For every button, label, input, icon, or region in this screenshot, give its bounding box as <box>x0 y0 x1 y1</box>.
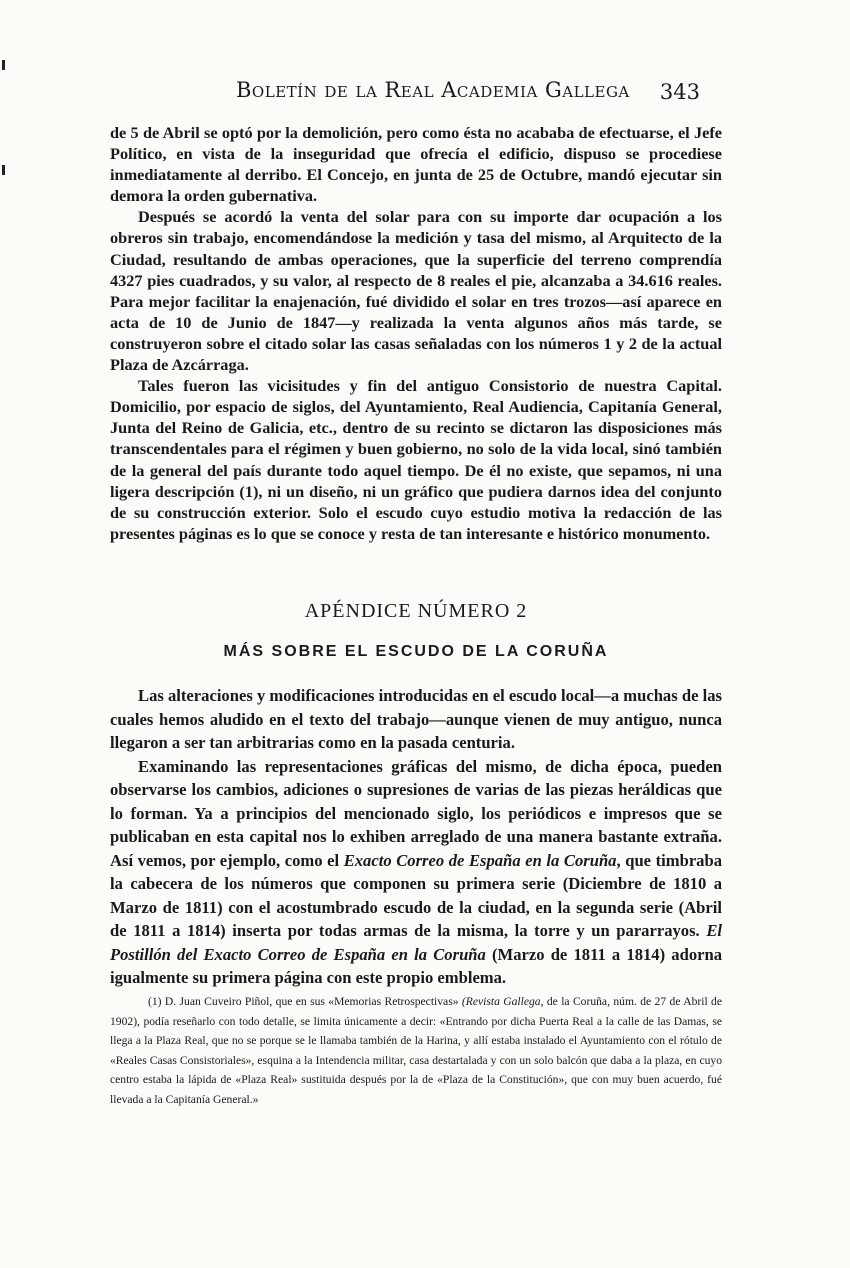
paragraph <box>110 755 722 990</box>
text-run: , de la Coruña, núm. de 27 de Abril de 1902), podía reseñarlo con todo detalle, se limita únicamente a decir: «Entrando por dicha Puerta Real a la calle de las Damas, se llega a la Plaza Real, que no se porque se le llamaba también de la Harina, y allí estaba instalado el Ayuntamiento con el rótulo de «Reales Casas Consistoriales», esquina a la Intendencia militar, casa destartalada y con un solo balcón que daba a la plaza, en cuyo centro estaba la lápida de «Plaza Real» sustituida después por la de «Plaza de la Constitución», que con muy buen acuerdo, fué llevada a la Capitanía General.» <box>110 995 722 1106</box>
page-number: 343 <box>659 80 700 104</box>
journal-title: Boletín de la Real Academia Gallega <box>236 78 630 102</box>
margin-mark <box>2 165 5 175</box>
paragraph: Las alteraciones y modificaciones introducidas en el escudo local—a muchas de las cuales hemos aludido en el texto del trabajo—aunque vienen de muy antiguo, nunca llegaron a ser tan arbitrarias como en la pasada centuria. <box>110 686 722 752</box>
paragraph: Después se acordó la venta del solar para con su importe dar ocupación a los obreros sin trabajo, encomendándose la medición y tasa del mismo, al Arquitecto de la Ciudad, resultando de ambas operaciones, que la superficie del terreno comprendía 4327 pies cuadrados, y su valor, al respecto de 8 reales el pie, alcanzaba a 34.616 reales. Para mejor facilitar la enajenación, fué dividido el solar en tres trozos—así aparece en acta de 10 de Junio de 1847—y realizada la venta algunos años más tarde, se construyeron sobre el citado solar las casas señaladas con los números 1 y 2 de la actual Plaza de Azcárraga. <box>110 207 722 375</box>
newspaper-title: Exacto Correo de España en la Coruña <box>343 850 617 870</box>
footnote-text <box>110 992 722 1109</box>
newspaper-title: El Postillón del Exacto Correo de España en la Coruña <box>110 921 722 964</box>
paragraph: de 5 de Abril se optó por la demolición, pero como ésta no acababa de efectuarse, el Jefe Político, en vista de la inseguridad que ofrecía el edificio, dispuso se procediese inmediatamente al derribo. El Concejo, en junta de 25 de Octubre, mandó ejecutar sin demora la orden gubernativa. <box>110 123 722 206</box>
appendix-title: APÉNDICE NÚMERO 2 <box>304 600 528 622</box>
text-run: (1) D. Juan Cuveiro Piñol, que en sus «Memorias Retrospectivas» <box>148 995 462 1008</box>
running-header <box>230 78 700 108</box>
main-text-section <box>110 122 722 544</box>
journal-name: (Revista Gallega <box>461 995 541 1008</box>
paragraph: Tales fueron las vicisitudes y fin del antiguo Consistorio de nuestra Capital. Domicilio, por espacio de siglos, del Ayuntamiento, Real Audiencia, Capitanía General, Junta del Reino de Galicia, etc., dentro de su recinto se dictaron las disposiciones más transcendentales para el régimen y buen gobierno, no solo de la vida local, sinó también de la general del país durante todo aquel tiempo. De él no existe, que sepamos, ni una ligera descripción (1), ni un diseño, ni un gráfico que pudiera darnos idea del conjunto de su construcción exterior. Solo el escudo cuyo estudio motiva la redacción de las presentes páginas es lo que se conoce y resta de tan interesante e histórico monumento. <box>110 376 722 543</box>
appendix-text-section <box>110 684 722 990</box>
margin-mark <box>2 60 5 70</box>
text-run: , que timbraba la cabecera de los números que componen su primera serie (Diciembre de 1810 a Marzo de 1811) con el acostumbrado escudo de la ciudad, en la segunda serie (Abril de 1811 a 1814) inserta por todas armas de la misma, la torre y un pararrayos. <box>110 850 723 940</box>
footnote <box>110 992 722 1109</box>
appendix-subtitle: MÁS SOBRE EL ESCUDO DE LA CORUÑA <box>223 643 609 660</box>
text-run: (Marzo de 1811 a 1814) adorna igualmente su primera página con este propio emblema. <box>110 944 722 987</box>
text-run: Examinando las representaciones gráficas del mismo, de dicha época, pueden observarse los cambios, adiciones o supresiones de varias de las piezas heráldicas que lo forman. Ya a principios del mencionado siglo, los periódicos e impresos que se publicaban en esta capital nos lo exhiben arreglado de una manera bastante extraña. Así vemos, por ejemplo, como el <box>110 756 722 870</box>
